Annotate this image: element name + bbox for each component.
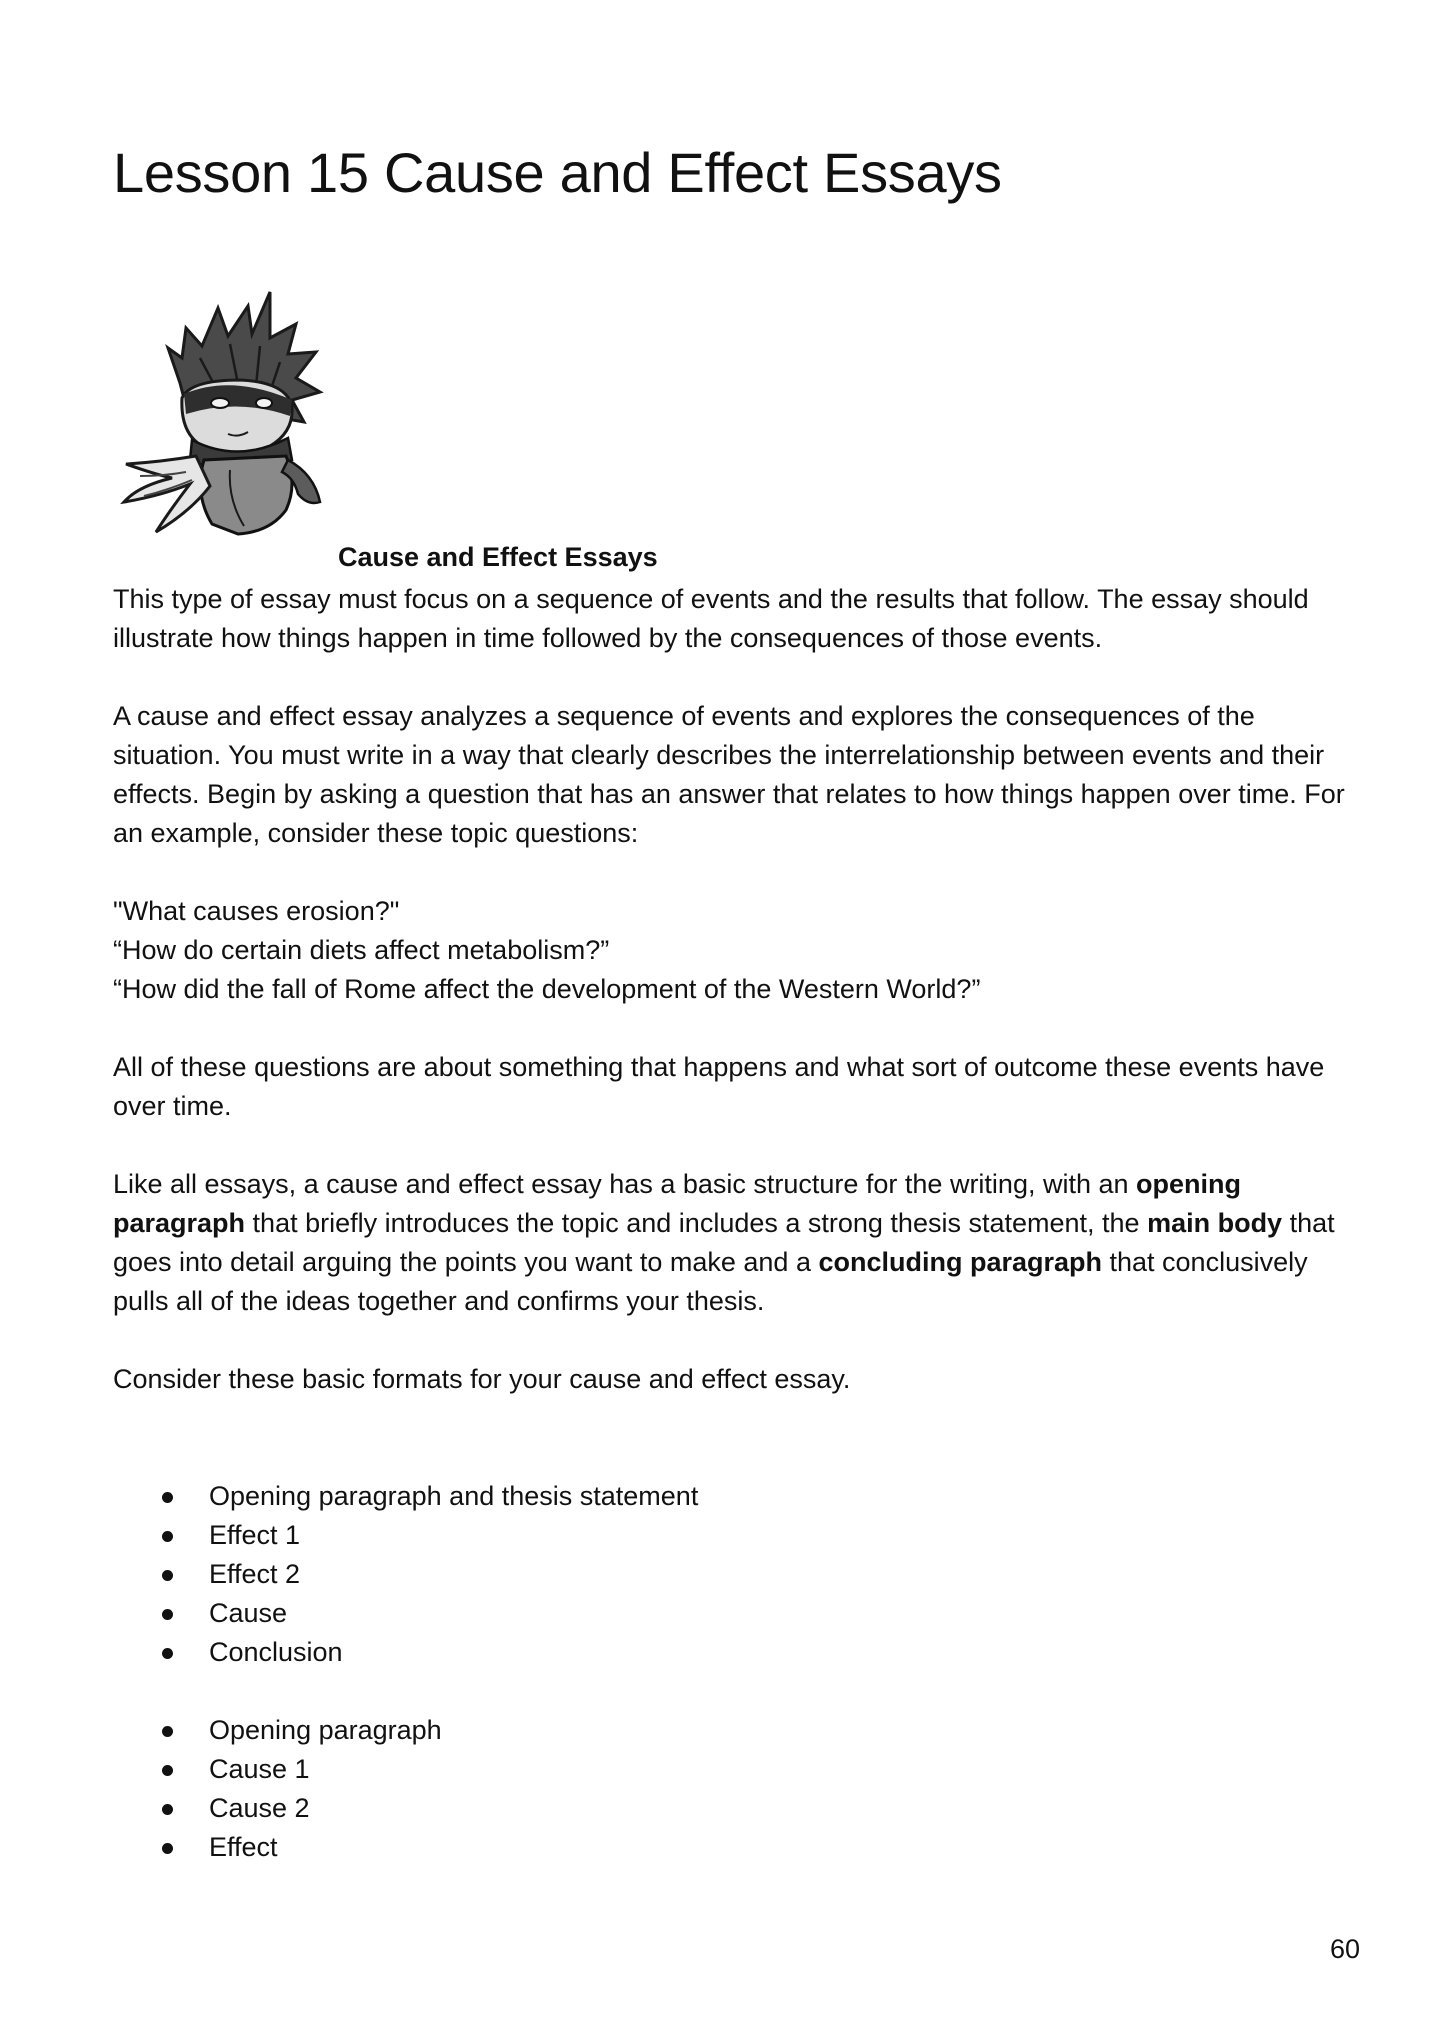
list-item: Opening paragraph and thesis statement xyxy=(113,1477,1363,1516)
topic-question: “How do certain diets affect metabolism?” xyxy=(113,935,610,965)
list-item: Effect 2 xyxy=(113,1555,1363,1594)
topic-question: "What causes erosion?" xyxy=(113,896,400,926)
format-list-effects xyxy=(113,1477,1363,1672)
structure-text: that goes into detail arguing the points you want to make and a xyxy=(113,1208,1335,1277)
list-item: Cause 1 xyxy=(113,1750,1363,1789)
analysis-paragraph: A cause and effect essay analyzes a sequence of events and explores the consequences of the situation. You must write in a way that clearly describes the interrelationship between events and their effects. Begin by asking a question that has an answer that relates to how things happen over time. For an example, consider these topic questions: xyxy=(113,701,1345,848)
character-illustration xyxy=(120,288,330,536)
list-item: Effect 1 xyxy=(113,1516,1363,1555)
section-heading: Cause and Effect Essays xyxy=(338,542,658,572)
list-item: Effect xyxy=(113,1828,1363,1867)
list-item: Opening paragraph xyxy=(113,1711,1363,1750)
list-item: Conclusion xyxy=(113,1633,1363,1672)
intro-paragraph: This type of essay must focus on a sequence of events and the results that follow. The essay should illustrate how things happen in time followed by the consequences of those events. xyxy=(113,584,1309,653)
emphasis-opening-paragraph: opening paragraph xyxy=(113,1169,1242,1238)
structure-paragraph xyxy=(113,1165,1363,1321)
questions-summary-paragraph: All of these questions are about something that happens and what sort of outcome these events have over time. xyxy=(113,1052,1325,1121)
formats-intro-paragraph: Consider these basic formats for your cause and effect essay. xyxy=(113,1364,851,1394)
topic-question: “How did the fall of Rome affect the development of the Western World?” xyxy=(113,974,981,1004)
structure-text: that briefly introduces the topic and includes a strong thesis statement, the xyxy=(245,1208,1148,1238)
structure-text: Like all essays, a cause and effect essay has a basic structure for the writing, with an xyxy=(113,1169,1137,1199)
body-text xyxy=(113,580,1363,1867)
emphasis-main-body: main body xyxy=(1147,1208,1283,1238)
format-list-causes xyxy=(113,1711,1363,1867)
list-item: Cause xyxy=(113,1594,1363,1633)
page-title: Lesson 15 Cause and Effect Essays xyxy=(113,141,1002,204)
page-number: 60 xyxy=(1329,1934,1360,1964)
list-item: Cause 2 xyxy=(113,1789,1363,1828)
emphasis-concluding-paragraph: concluding paragraph xyxy=(818,1247,1102,1277)
structure-text: that conclusively pulls all of the ideas together and confirms your thesis. xyxy=(113,1247,1308,1316)
